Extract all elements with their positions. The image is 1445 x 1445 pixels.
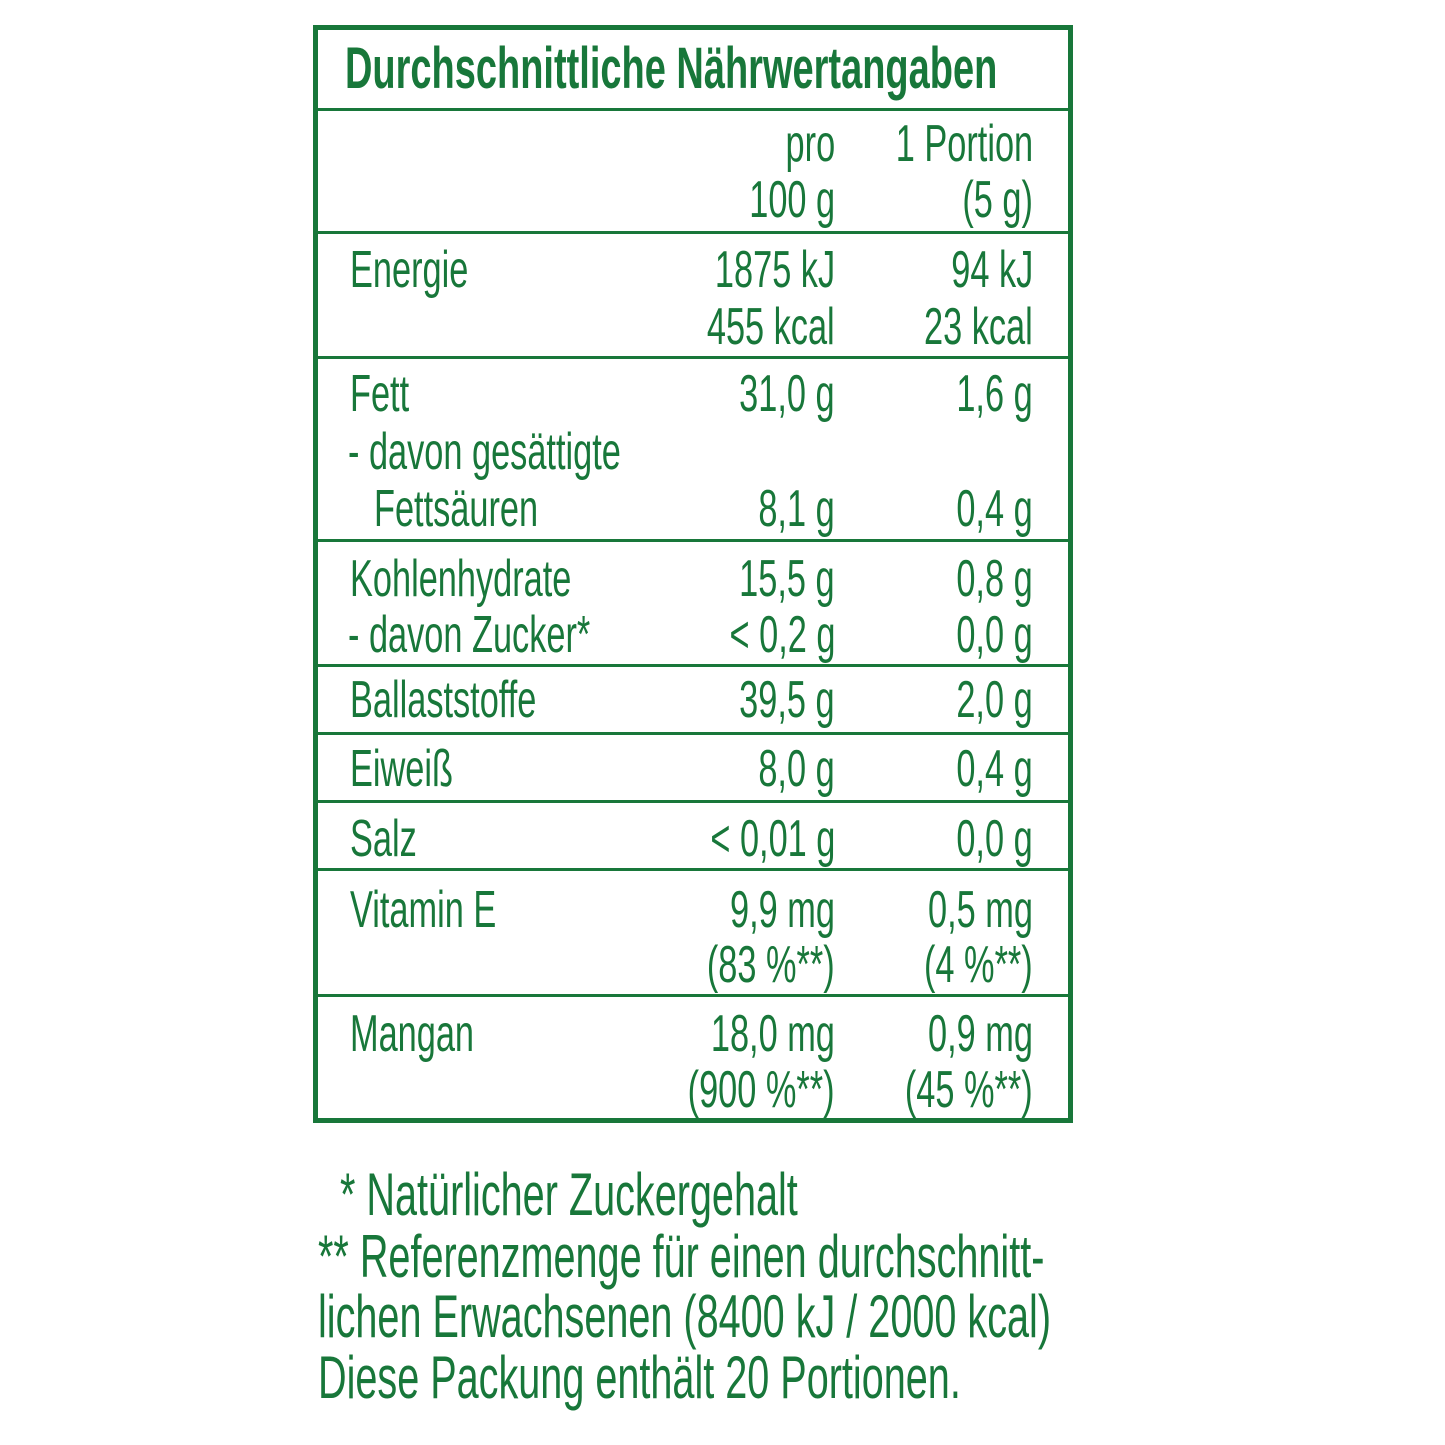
value: 0,0 g: [956, 810, 1033, 868]
row-label: Ballaststoffe: [350, 671, 537, 729]
value: < 0,2 g: [729, 606, 835, 664]
row-label: - davon Zucker*: [348, 606, 591, 664]
row-label: Fett: [350, 365, 410, 423]
value: (83 %**): [707, 936, 835, 994]
value: 0,8 g: [956, 550, 1033, 608]
value: 23 kcal: [924, 298, 1033, 356]
row-label: - davon gesättigte: [348, 423, 621, 481]
value: (4 %**): [924, 936, 1033, 994]
value: 1,6 g: [956, 365, 1033, 423]
value: 9,9 mg: [730, 881, 835, 939]
divider: [313, 108, 1073, 111]
divider: [313, 732, 1073, 735]
row-label: Salz: [350, 810, 417, 868]
footnote: * Natürlicher Zuckergehalt: [318, 1161, 798, 1228]
row-label: Eiweiß: [350, 740, 453, 798]
value: 15,5 g: [739, 550, 835, 608]
footnote: ** Referenzmenge für einen durchschnitt-: [318, 1223, 1045, 1290]
header-col2: (5 g): [962, 171, 1033, 229]
value: 455 kcal: [707, 298, 835, 356]
value: 0,4 g: [956, 740, 1033, 798]
divider: [313, 868, 1073, 871]
footnote: Diese Packung enthält 20 Portionen.: [318, 1344, 961, 1411]
value: 0,0 g: [956, 606, 1033, 664]
row-label: Fettsäuren: [374, 480, 539, 538]
row-label: Vitamin E: [350, 881, 497, 939]
value: 0,9 mg: [928, 1005, 1033, 1063]
value: < 0,01 g: [710, 810, 835, 868]
value: (45 %**): [905, 1061, 1033, 1119]
divider: [313, 664, 1073, 667]
value: 8,1 g: [758, 480, 835, 538]
header-col1: 100 g: [749, 171, 835, 229]
value: 0,5 mg: [928, 881, 1033, 939]
divider: [313, 356, 1073, 359]
value: 0,4 g: [956, 480, 1033, 538]
header-col1: pro: [785, 115, 835, 173]
value: 2,0 g: [956, 671, 1033, 729]
value: 8,0 g: [758, 740, 835, 798]
row-label: Kohlenhydrate: [350, 550, 572, 608]
divider: [313, 800, 1073, 803]
value: (900 %**): [688, 1061, 835, 1119]
footnote: lichen Erwachsenen (8400 kJ / 2000 kcal): [318, 1283, 1052, 1350]
value: 18,0 mg: [710, 1005, 835, 1063]
value: 31,0 g: [739, 365, 835, 423]
divider: [313, 994, 1073, 997]
header-col2: 1 Portion: [895, 115, 1033, 173]
row-label: Mangan: [350, 1005, 475, 1063]
table-title: Durchschnittliche Nährwertangaben: [345, 36, 998, 101]
divider: [313, 539, 1073, 542]
value: 1875 kJ: [714, 241, 835, 299]
value: 39,5 g: [739, 671, 835, 729]
row-label: Energie: [350, 241, 469, 299]
divider: [313, 231, 1073, 234]
value: 94 kJ: [950, 241, 1033, 299]
